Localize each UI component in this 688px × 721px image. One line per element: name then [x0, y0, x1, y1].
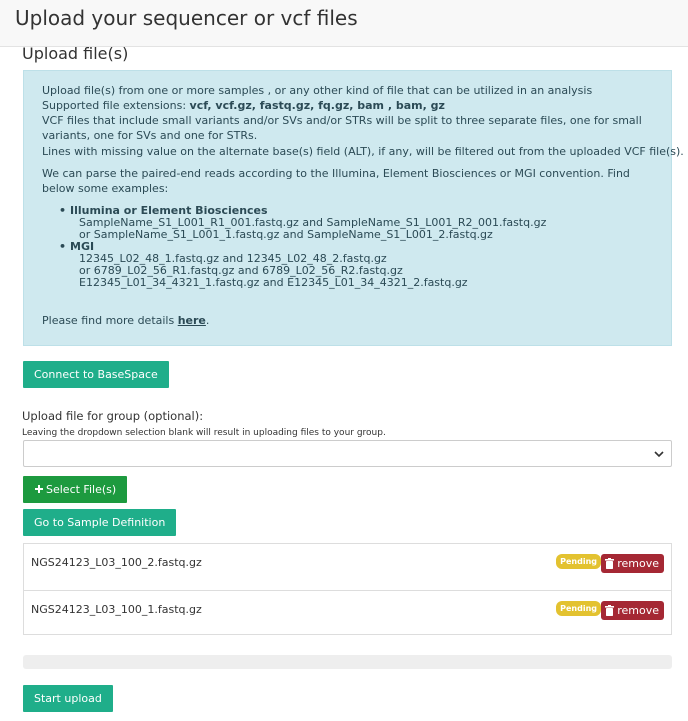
page-header: [0, 0, 688, 47]
info-line-details: [42, 313, 209, 328]
info-line-extensions: [42, 98, 445, 113]
details-link[interactable]: here: [177, 314, 206, 327]
page-title: Upload your sequencer or vcf files: [15, 6, 358, 30]
plus-icon: [34, 484, 44, 494]
upload-progress-bar: [23, 655, 672, 669]
info-panel: [23, 70, 684, 346]
extensions-list: vcf, vcf.gz, fastq.gz, fq.gz, bam , bam, gz: [189, 99, 445, 112]
status-badge: Pending: [556, 554, 601, 569]
chevron-down-icon: [653, 448, 665, 460]
group-hint: Leaving the dropdown selection blank will result in uploading files to your group.: [22, 428, 386, 438]
file-list: [23, 543, 672, 635]
convention-mgi-example-3: E12345_L01_34_4321_1.fastq.gz and E12345_L01_34_4321_2.fastq.gz: [79, 276, 468, 289]
details-prefix: Please find more details: [42, 314, 178, 327]
select-files-button[interactable]: [23, 476, 127, 503]
start-upload-button[interactable]: Start upload: [23, 685, 113, 712]
group-select[interactable]: [23, 440, 672, 467]
convention-illumina-title: • Illumina or Element Biosciences: [70, 203, 268, 218]
extensions-prefix: Supported file extensions:: [42, 99, 190, 112]
remove-label: remove: [617, 604, 659, 617]
file-row: [24, 544, 671, 590]
remove-button[interactable]: [601, 554, 664, 573]
info-line-parse: We can parse the paired-end reads according to the Illumina, Element Biosciences or MGI convention. Find below some examples:: [42, 167, 630, 195]
convention-mgi-example-1: 12345_L02_48_1.fastq.gz and 12345_L02_48_2.fastq.gz: [79, 252, 387, 265]
file-name: NGS24123_L03_100_1.fastq.gz: [31, 603, 202, 616]
trash-icon: [605, 558, 614, 569]
group-label: Upload file for group (optional):: [22, 409, 204, 423]
file-row: [24, 590, 671, 636]
remove-button[interactable]: [601, 601, 664, 620]
info-line-vcf: VCF files that include small variants and/or SVs and/or STRs will be split to three separate files, one for small variants, one for SVs and one for STRs.: [42, 114, 642, 142]
select-files-label: Select File(s): [46, 483, 117, 496]
connect-basespace-button[interactable]: Connect to BaseSpace: [23, 361, 169, 388]
go-to-sample-definition-button[interactable]: Go to Sample Definition: [23, 509, 176, 536]
trash-icon: [605, 605, 614, 616]
details-suffix: .: [205, 314, 210, 327]
convention-mgi-example-2: or 6789_L02_56_R1.fastq.gz and 6789_L02_56_R2.fastq.gz: [79, 264, 403, 277]
info-line-alt: Lines with missing value on the alternate base(s) field (ALT), if any, will be filtered out from the uploaded VCF file(s).: [42, 145, 684, 158]
info-line-samples: Upload file(s) from one or more samples , or any other kind of file that can be utilized in an analysis: [42, 84, 593, 97]
remove-label: remove: [617, 557, 659, 570]
section-title: Upload file(s): [22, 44, 129, 63]
convention-illumina-example-1: SampleName_S1_L001_R1_001.fastq.gz and SampleName_S1_L001_R2_001.fastq.gz: [79, 216, 547, 229]
status-badge: Pending: [556, 601, 601, 616]
convention-illumina-example-2: or SampleName_S1_L001_1.fastq.gz and SampleName_S1_L001_2.fastq.gz: [79, 228, 493, 241]
file-name: NGS24123_L03_100_2.fastq.gz: [31, 556, 202, 569]
convention-mgi-title: • MGI: [70, 239, 94, 254]
